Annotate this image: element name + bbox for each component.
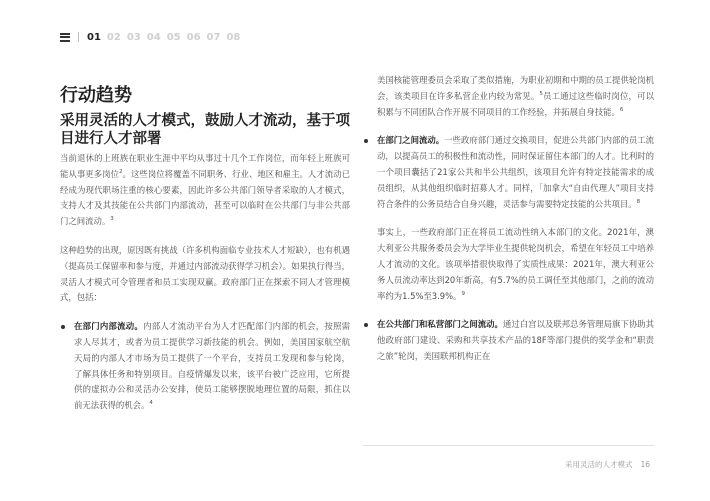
footnote-ref[interactable]: 5 (539, 91, 543, 97)
bullet-lead: 在部门之间流动。 (377, 135, 445, 146)
section-title: 行动趋势 (60, 85, 132, 106)
intro-text-b: 。这些岗位将覆盖不同职务、行业、地区和雇主。人才流动已经成为现代职场注重的核心要素，因此许多公共部门领导者采取的人才模式，支持人才及其技能在公共部门内部流动，甚至可以临时在公共部门与非公共部门之间流动。 (60, 168, 351, 227)
footer-divider (363, 445, 654, 446)
page-footer (565, 459, 650, 470)
bullet-text: 通过白宫以及联邦总务管理局旗下协助其他政府部门建设、采购和共享技术产品的18F等部门提供的奖学金和“职责之旅”轮岗，美国联邦机构正在 (377, 319, 655, 361)
mobility-list (60, 319, 350, 414)
mobility-list-continued (363, 133, 654, 212)
section-subhead: 采用灵活的人才模式，鼓励人才流动，基于项目进行人才部署 (60, 113, 350, 147)
footnote-ref[interactable]: 2 (119, 169, 123, 175)
continuation-text-a: 美国核能管理委员会采取了类似措施，为职业初期和中期的员工提供轮岗机会，该类项目在许多私营企业内较为常见。 (377, 75, 654, 101)
bullet-lead: 在部门内部流动。 (74, 321, 144, 332)
footnote-ref[interactable]: 3 (110, 216, 114, 223)
nav-page-02[interactable]: 02 (106, 31, 121, 43)
nav-page-01[interactable]: 01 (87, 31, 101, 43)
list-item (363, 317, 654, 364)
footnote-ref[interactable]: 6 (619, 106, 624, 113)
intro-text-a: 当前退休的上班族在职业生涯中平均从事过十几个工作岗位，而年轻上班族可能从事更多岗位 (60, 153, 350, 179)
list-item (363, 133, 654, 212)
nav-divider (78, 32, 79, 42)
nav-page-03[interactable]: 03 (126, 31, 141, 43)
intro-paragraph (60, 151, 350, 230)
trend-paragraph: 这种趋势的出现，原因既有挑战（许多机构面临专业技术人才短缺），也有机遇（提高员工保留率和参与度，并通过内部流动获得学习机会）。如果执行得当，灵活人才模式可令管理者和员工实现双赢。政府部门正在探索不同人才管理模式，包括： (60, 244, 350, 303)
culture-paragraph (363, 225, 654, 304)
nav-page-05[interactable]: 05 (166, 31, 181, 43)
left-column (60, 84, 350, 414)
footnote-ref[interactable]: 9 (461, 290, 465, 297)
bullet-text: 内部人才流动平台为人才匹配部门内部的机会，按照需求人尽其才，或者为员工提供学习新技能的机会。例如，美国国家航空航天局的内部人才市场为员工提供了一个平台，支持员工发现和参与轮岗，了解具体任务和特别项目。自疫情爆发以来，该平台被广泛应用，它所提供的虚拟办公和灵活办公安排，使员工能够摆脱地理位置的局限，抓住以前无法获得的机会。 (74, 321, 351, 411)
menu-icon[interactable] (60, 33, 70, 42)
right-column (363, 73, 654, 365)
bullet-lead: 在公共部门和私营部门之间流动。 (377, 319, 503, 330)
footnote-ref[interactable]: 4 (149, 400, 153, 407)
nav-page-08[interactable]: 08 (226, 31, 241, 43)
page-number: 16 (640, 460, 650, 469)
top-navigation (60, 30, 246, 44)
bullet-continuation (363, 73, 654, 120)
footer-title: 采用灵活的人才模式 (564, 460, 633, 469)
footnote-ref[interactable]: 8 (636, 198, 641, 205)
continuation-text-b: 员工通过这些临时岗位，可以积累与不同团队合作开展不同项目的工作经验，并拓展自身技能。 (377, 90, 654, 117)
nav-page-04[interactable]: 04 (146, 31, 161, 43)
culture-text: 事实上，一些政府部门正在将员工流动性纳入本部门的文化。2021年，澳大利亚公共服务委员会为大学毕业生提供轮岗机会，希望在年轻员工中培养人才流动的文化。该项举措很快取得了实质性成果：2021年，澳大利亚公务人员流动率达到20年新高，有5.7%的员工调任至其他部门，之前的流动率约为1.5%至3.9%。 (377, 227, 654, 301)
nav-page-06[interactable]: 06 (186, 31, 201, 43)
nav-page-07[interactable]: 07 (206, 31, 221, 43)
list-item (60, 319, 350, 414)
mobility-list-final (363, 317, 654, 364)
bullet-text: 一些政府部门通过交换项目，促进公共部门内部的员工流动，以提高员工的积极性和流动性，同时保证留住本部门的人才。比利时的一个项目囊括了21家公共和半公共组织，该项目允许有特定技能需求的成员组织，从其他组织临时招募人才。同样，「加拿大“自由代理人”项目支持符合条件的公务员结合自身兴趣，灵活参与需要特定技能的公共项目。 (377, 135, 654, 209)
